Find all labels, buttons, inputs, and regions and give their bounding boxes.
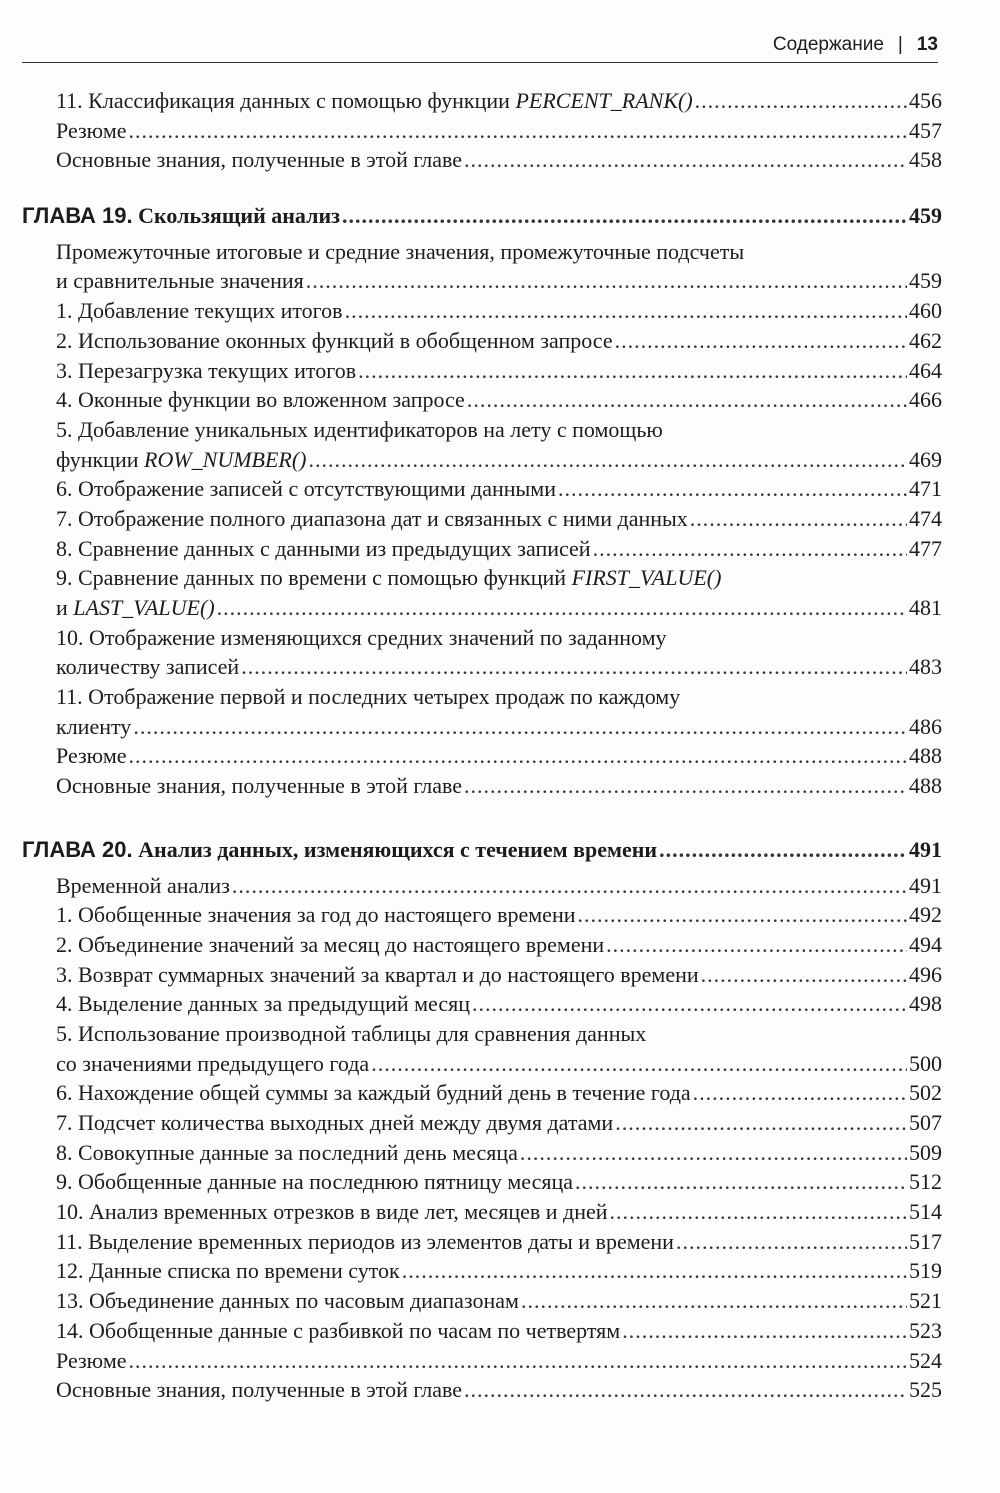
toc-entry-title: 14. Обобщенные данные с разбивкой по часам по четвертям (56, 1317, 621, 1343)
table-of-contents (22, 86, 942, 1405)
toc-entry-page: 466 (909, 387, 942, 413)
toc-entry-page: 471 (909, 476, 942, 502)
leader-dots (520, 1138, 907, 1168)
toc-entry-title: 4. Выделение данных за предыдущий месяц (56, 991, 471, 1017)
toc-entry-page: 462 (909, 327, 942, 353)
toc-entry[interactable] (22, 1256, 942, 1286)
toc-entry[interactable] (22, 326, 942, 356)
toc-entry-page: 521 (909, 1288, 942, 1314)
running-head (22, 28, 938, 63)
toc-entry-title: Основные знания, полученные в этой главе (56, 147, 463, 173)
toc-entry-line: Промежуточные итоговые и средние значения, промежуточные подсчеты (56, 238, 745, 264)
toc-entry-page: 502 (909, 1080, 942, 1106)
leader-dots (695, 86, 907, 116)
toc-entry[interactable] (22, 652, 942, 682)
leader-dots (676, 1227, 907, 1257)
toc-entry-page: 494 (909, 931, 942, 957)
toc-entry[interactable] (22, 1078, 942, 1108)
toc-entry-page: 488 (909, 743, 942, 769)
toc-entry-page: 459 (909, 268, 942, 294)
leader-dots (558, 474, 907, 504)
toc-entry-title: 11. Классификация данных с помощью функции PERCENT_RANK() (56, 88, 693, 113)
leader-dots (129, 1346, 907, 1376)
toc-entry-page: 523 (909, 1317, 942, 1343)
toc-entry-title: 10. Анализ временных отрезков в виде лет, месяцев и дней (56, 1199, 608, 1225)
toc-entry[interactable] (22, 930, 942, 960)
leader-dots (472, 989, 907, 1019)
chapter-page: 459 (909, 203, 942, 229)
chapter-19-entries (22, 237, 942, 801)
leader-dots (358, 356, 907, 386)
toc-entry-title: 13. Объединение данных по часовым диапазонам (56, 1288, 519, 1314)
toc-entry-page: 498 (909, 991, 942, 1017)
toc-entry-page: 469 (909, 446, 942, 472)
leader-dots (217, 593, 907, 623)
toc-entry-title: и LAST_VALUE() (56, 595, 215, 620)
toc-entry-title: 7. Отображение полного диапазона дат и связанных с ними данных (56, 505, 688, 531)
toc-entry-page: 492 (909, 902, 942, 928)
leader-dots (342, 201, 907, 231)
leader-dots (371, 1049, 907, 1079)
toc-entry[interactable] (22, 1167, 942, 1197)
toc-entry[interactable] (22, 296, 942, 326)
leader-dots (129, 741, 907, 771)
toc-entry-page: 525 (909, 1377, 942, 1403)
toc-entry[interactable] (22, 871, 942, 901)
toc-entry-line: 10. Отображение изменяющихся средних значений по заданному (56, 624, 667, 650)
toc-entry-page: 491 (909, 872, 942, 898)
toc-entry-page: 512 (909, 1169, 942, 1195)
chapter-20-entries (22, 871, 942, 1405)
toc-entry[interactable] (22, 385, 942, 415)
toc-entry-title: и сравнительные значения (56, 268, 304, 294)
toc-entry-line: 11. Отображение первой и последних четырех продаж по каждому (56, 684, 681, 710)
toc-entry-page: 500 (909, 1050, 942, 1076)
toc-entry-line: 5. Добавление уникальных идентификаторов на лету с помощью (56, 416, 663, 442)
toc-entry-page: 464 (909, 357, 942, 383)
section-title: Содержание (772, 34, 884, 55)
leader-dots (578, 900, 908, 930)
toc-entry-page: 496 (909, 961, 942, 987)
toc-entry-title: 1. Обобщенные значения за год до настоящего времени (56, 902, 576, 928)
toc-entry[interactable] (22, 741, 942, 771)
toc-entry-page: 509 (909, 1139, 942, 1165)
toc-entry[interactable] (22, 1375, 942, 1405)
toc-entry-title: 2. Использование оконных функций в обобщенном запросе (56, 327, 613, 353)
toc-entry-title: 4. Оконные функции во вложенном запросе (56, 387, 465, 413)
leader-dots (464, 145, 907, 175)
toc-entry-title: 3. Возврат суммарных значений за квартал и до настоящего времени (56, 961, 699, 987)
leader-dots (693, 1078, 907, 1108)
toc-entry-page: 457 (909, 117, 942, 143)
toc-entry-title: 8. Сравнение данных с данными из предыдущих записей (56, 535, 591, 561)
toc-entry[interactable] (22, 1108, 942, 1138)
chapter-label: ГЛАВА 19. (22, 203, 133, 229)
toc-entry[interactable] (22, 900, 942, 930)
toc-entry-title: 6. Нахождение общей суммы за каждый будний день в течение года (56, 1080, 691, 1106)
leader-dots (241, 652, 907, 682)
toc-entry-title: со значениями предыдущего года (56, 1050, 370, 1076)
leader-dots (467, 385, 907, 415)
toc-entry-title: 12. Данные списка по времени суток (56, 1258, 400, 1284)
toc-entry[interactable] (22, 1227, 942, 1257)
leader-dots (593, 534, 907, 564)
leader-dots (701, 960, 907, 990)
chapter-page: 491 (909, 836, 942, 862)
toc-entry[interactable] (22, 86, 942, 116)
header-separator: | (897, 34, 903, 55)
leader-dots (690, 504, 907, 534)
toc-entry-title: 2. Объединение значений за месяц до настоящего времени (56, 931, 605, 957)
toc-entry-title: Резюме (56, 1347, 127, 1373)
toc-entry[interactable] (22, 534, 942, 564)
toc-entry-page: 524 (909, 1347, 942, 1373)
toc-entry-page: 474 (909, 505, 942, 531)
toc-entry-title: Основные знания, полученные в этой главе (56, 1377, 463, 1403)
leader-dots (610, 1197, 907, 1227)
leader-dots (402, 1256, 907, 1286)
toc-entry[interactable] (22, 445, 942, 475)
toc-entry[interactable] (22, 266, 942, 296)
leader-dots (309, 445, 907, 475)
toc-entry-page: 456 (909, 88, 942, 113)
toc-entry-title: Временной анализ (56, 872, 230, 898)
toc-entry-page: 483 (909, 654, 942, 680)
toc-entry-page: 519 (909, 1258, 942, 1284)
toc-entry-page: 514 (909, 1199, 942, 1225)
toc-entry[interactable] (22, 474, 942, 504)
toc-entry-page: 517 (909, 1228, 942, 1254)
toc-entry[interactable] (22, 116, 942, 146)
toc-entry[interactable] (22, 1316, 942, 1346)
toc-entry[interactable] (22, 771, 942, 801)
toc-entry[interactable] (22, 712, 942, 742)
leader-dots (306, 266, 907, 296)
leader-dots (521, 1286, 907, 1316)
leader-dots (232, 871, 907, 901)
toc-entry-page: 460 (909, 298, 942, 324)
chapter-19-heading[interactable] (22, 201, 942, 231)
toc-entry[interactable] (22, 1049, 942, 1079)
leader-dots (464, 771, 907, 801)
leader-dots (464, 1375, 907, 1405)
toc-entry-title: 8. Совокупные данные за последний день месяца (56, 1139, 518, 1165)
toc-entry-line: 5. Использование производной таблицы для сравнения данных (56, 1020, 647, 1046)
toc-entry[interactable] (22, 593, 942, 623)
leader-dots (575, 1167, 907, 1197)
toc-entry-page: 486 (909, 713, 942, 739)
toc-entry[interactable] (22, 1197, 942, 1227)
toc-entry[interactable] (22, 989, 942, 1019)
toc-entry[interactable] (22, 1138, 942, 1168)
toc-entry-title: клиенту (56, 713, 132, 739)
leader-dots (659, 835, 907, 865)
leader-dots (133, 712, 907, 742)
leader-dots (606, 930, 907, 960)
intro-entries (22, 86, 942, 175)
chapter-title: Скользящий анализ (138, 203, 340, 229)
chapter-20-heading[interactable] (22, 835, 942, 865)
leader-dots (129, 116, 907, 146)
leader-dots (615, 326, 907, 356)
toc-entry[interactable] (22, 356, 942, 386)
leader-dots (345, 296, 907, 326)
toc-entry-page: 458 (909, 147, 942, 173)
toc-entry-title: Основные знания, полученные в этой главе (56, 773, 463, 799)
toc-entry-title: 9. Обобщенные данные на последнюю пятницу месяца (56, 1169, 574, 1195)
chapter-title: Анализ данных, изменяющихся с течением времени (138, 836, 658, 862)
toc-entry-page: 477 (909, 535, 942, 561)
toc-entry-title: 7. Подсчет количества выходных дней между двумя датами (56, 1110, 614, 1135)
toc-entry-title: 6. Отображение записей с отсутствующими данными (56, 476, 556, 502)
toc-entry[interactable] (22, 145, 942, 175)
toc-entry-title: 11. Выделение временных периодов из элементов даты и времени (56, 1228, 674, 1254)
toc-entry-page: 488 (909, 773, 942, 799)
leader-dots (622, 1316, 907, 1346)
page-number: 13 (916, 34, 938, 55)
toc-entry[interactable] (22, 1346, 942, 1376)
toc-entry-title: Резюме (56, 743, 127, 769)
toc-entry-title: Резюме (56, 117, 127, 143)
toc-entry-title: количеству записей (56, 654, 240, 680)
toc-entry-title: функции ROW_NUMBER() (56, 446, 307, 472)
toc-entry[interactable] (22, 1286, 942, 1316)
toc-entry-line: 9. Сравнение данных по времени с помощью функций FIRST_VALUE() (56, 565, 722, 591)
toc-entry[interactable] (22, 504, 942, 534)
toc-entry-page: 481 (909, 595, 942, 620)
toc-entry-page: 507 (909, 1110, 942, 1135)
chapter-label: ГЛАВА 20. (22, 836, 133, 862)
toc-entry-title: 3. Перезагрузка текущих итогов (56, 357, 357, 383)
toc-entry-title: 1. Добавление текущих итогов (56, 298, 343, 324)
toc-entry[interactable] (22, 960, 942, 990)
leader-dots (615, 1108, 907, 1138)
